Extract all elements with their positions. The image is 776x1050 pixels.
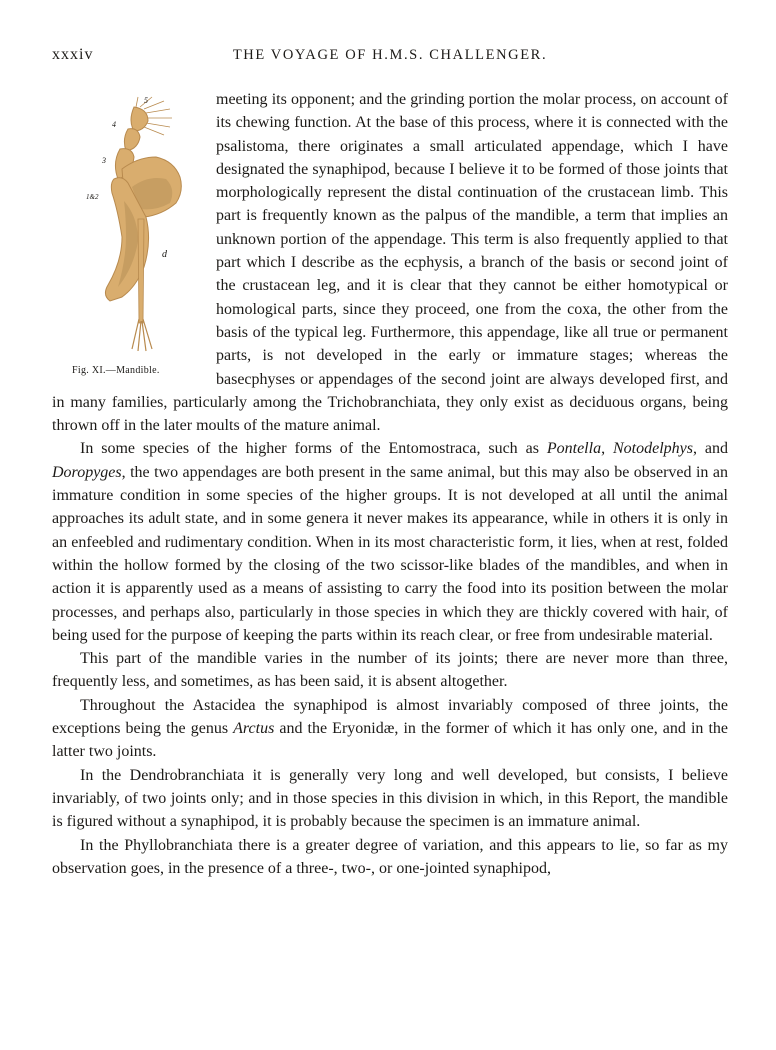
page-number: xxxiv [52, 46, 94, 63]
page-header [52, 46, 728, 68]
label-5: 5 [144, 96, 148, 105]
body-text [52, 88, 728, 880]
running-title: THE VOYAGE OF H.M.S. CHALLENGER. [232, 47, 548, 63]
apodeme-fibres [132, 319, 152, 351]
paragraph-5: In the Dendrobranchiata it is generally very long and well developed, but consists, I believe invariably, of two joints only; and in those species in this division in which, in this Report, the mandible is figured without a synaphipod, it is probably because the specimen is an immature animal. [52, 766, 728, 831]
label-1-2: 1&2 [86, 193, 99, 201]
joint-4 [124, 129, 140, 151]
paragraph-3: This part of the mandible varies in the number of its joints; there are never more than three, frequently less, and sometimes, as has been said, it is absent altogether. [52, 650, 728, 691]
apodeme [138, 219, 144, 323]
figure-caption: Fig. XI.—Mandible. [72, 365, 160, 376]
label-3: 3 [102, 156, 106, 165]
label-d: d [162, 249, 167, 260]
paragraph-2: In some species of the higher forms of the Entomostraca, such as Pontella, Notodelphys, and Doropyges, the two appendages are both present in the same animal, but this may also be observed in an immature condition in some species of the higher groups. It is not developed at all until the animal approaches its adult state, and in some genera it never makes its appearance, while in others it is only in an enfeebled and rudimentary condition. When in its most characteristic form, it lies, when at rest, folded within the hollow formed by the closing of the two scissor-like blades of the mandibles, and when in action it is apparently used as a means of assisting to carry the food into its position between the molar processes, and perhaps also, particularly in those species in which they are thickly covered with hair, of being used for the purpose of keeping the parts within its reach clear, or free from undesirable material. [52, 440, 729, 644]
paragraph-6: In the Phyllobranchiata there is a greater degree of variation, and this appears to lie, so far as my observation goes, in the presence of a three-, two-, or one-jointed synaphipod, [52, 836, 728, 877]
paragraph-4: Throughout the Astacidea the synaphipod is almost invariably composed of three joints, the exceptions being the genus Arctus and the Eryonidæ, in the former of which it has only one, and in the latter two joints. [52, 696, 729, 761]
paragraph-1: meeting its opponent; and the grinding portion the molar process, on account of its chewing function. At the base of this process, where it is connected with the psalistoma, there originates a small articulated appendage, which I have designated the synaphipod, because I believe it to be formed of those joints that morphologically represent the distal continuation of the crustacean limb. This part is frequently known as the palpus of the mandible, a term that implies an unknown portion of the appendage. This term is also frequently applied to that part which I describe as the ecphysis, a branch of the basis or second joint of the crustacean leg, and it is clear that they cannot be either homotypical or homological parts, since they proceed, one from the coxa, the other from the basis of the typical leg. Furthermore, this appendage, like all true or permanent parts, is not developed in the early or immature stages; whereas the basecphyses or appendages of the second joint are always developed first, and in many families, particularly among the Trichobranchiata, they only exist as deciduous organs, being thrown off in the later moults of the mature animal. [52, 91, 728, 435]
label-4: 4 [112, 120, 116, 129]
mandible-figure [52, 91, 202, 386]
mandible-illustration [52, 91, 202, 356]
